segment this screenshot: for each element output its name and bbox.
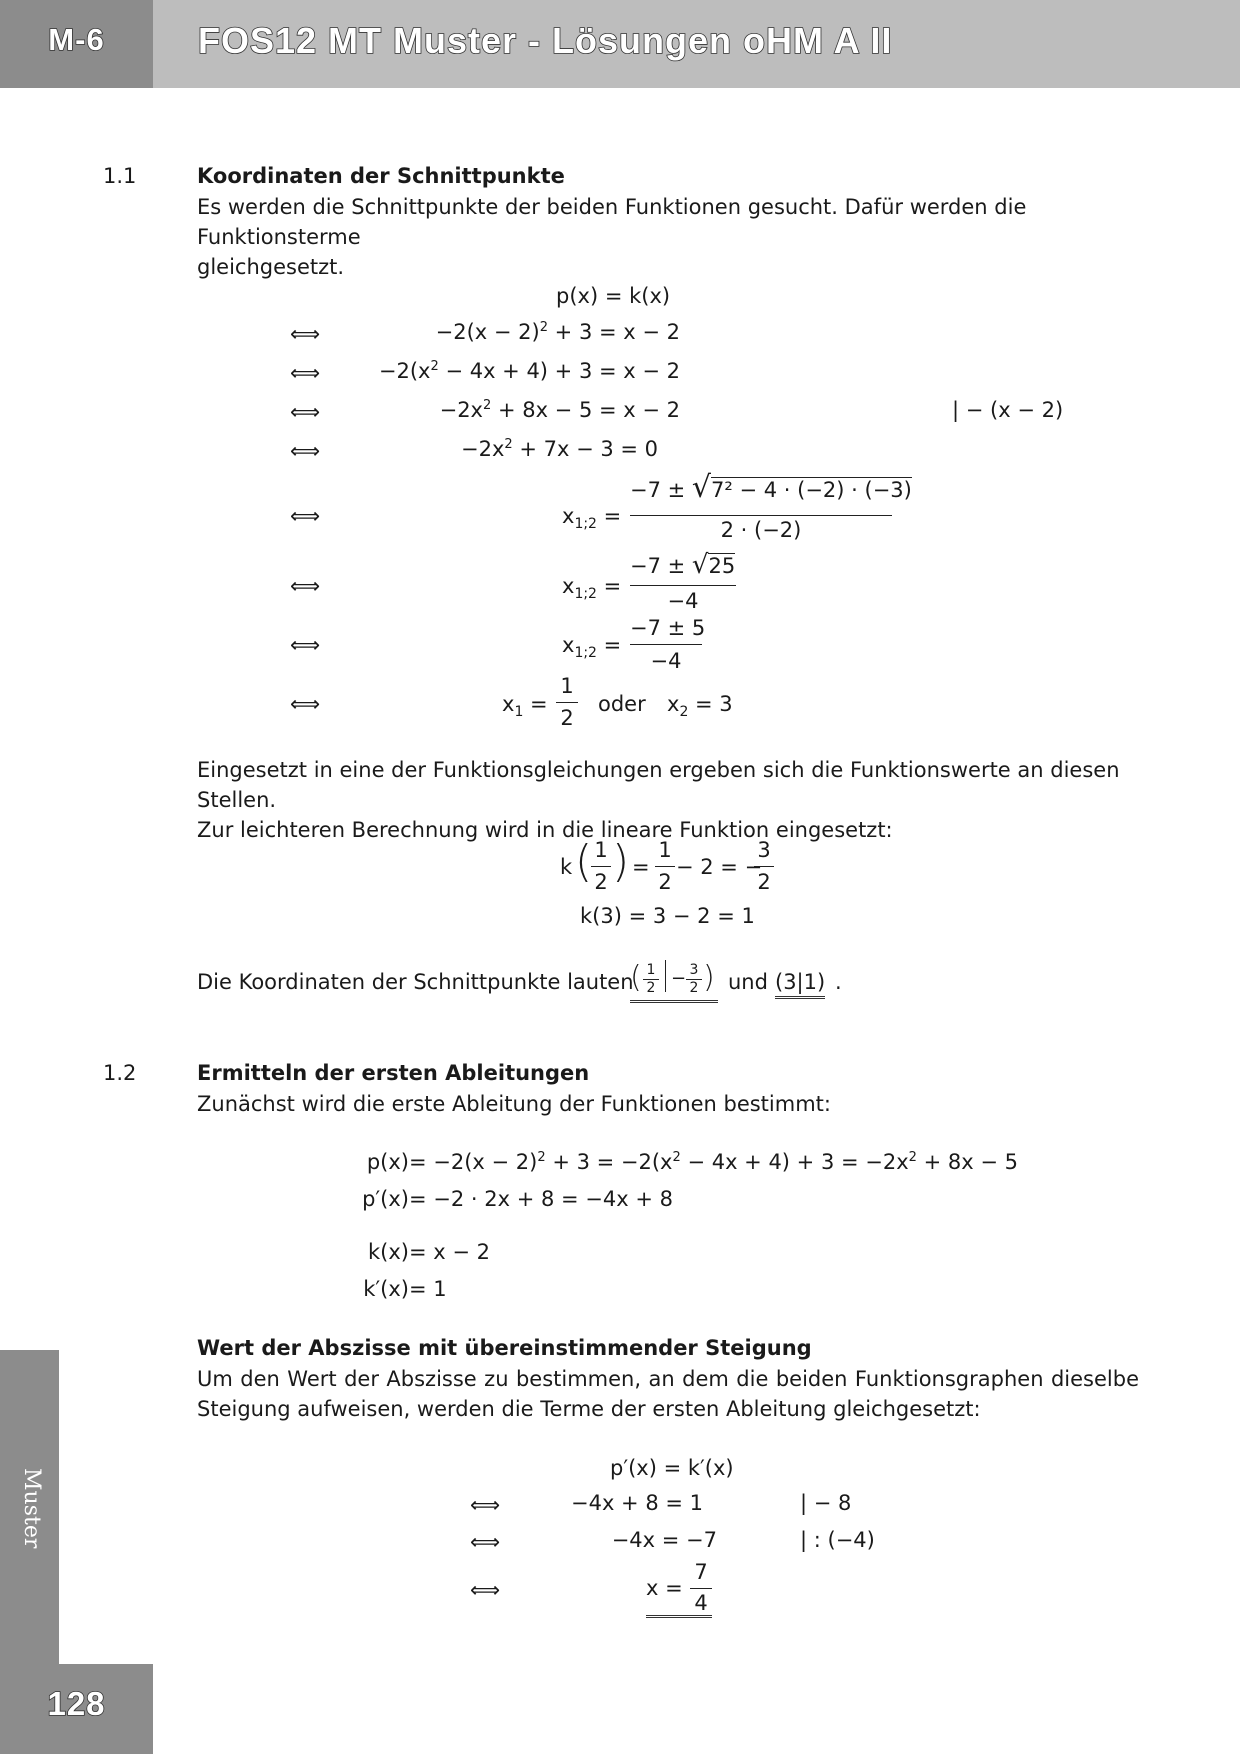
fraction-denominator: 2 [560, 706, 574, 730]
conclusion-text: Die Koordinaten der Schnittpunkte lauten [197, 970, 634, 994]
side-label: Muster [19, 1468, 44, 1549]
connector-text: und [728, 970, 768, 994]
operation-note: | − 8 [800, 1491, 852, 1515]
fraction-numerator: 7 [694, 1560, 708, 1584]
fraction-line [690, 1588, 712, 1589]
fraction-numerator: −7 ± √7² − 4 · (−2) · (−3) [630, 470, 912, 505]
variable: $x_{1;2}$ = [562, 504, 622, 533]
equation: $-2(x^2 - 4x + 4) + 3 = x - 2$ [378, 359, 680, 383]
fraction-numerator: 1 [560, 674, 574, 698]
equation: −4x = −7 [611, 1528, 717, 1552]
fraction-line [556, 702, 578, 703]
section-title: Koordinaten der Schnittpunkte [197, 164, 565, 188]
equals: = [632, 855, 650, 879]
right-paren: ) [612, 836, 630, 887]
fraction-denominator: 2 [658, 870, 672, 894]
function-rhs: = 1 [409, 1277, 447, 1301]
operation-note: | − (x − 2) [952, 398, 1064, 422]
function-rhs: = −2 · 2x + 8 = −4x + 8 [409, 1187, 673, 1211]
variable: $x_1$ = [502, 692, 548, 721]
function-label: k [560, 855, 573, 879]
subsection-title: Wert der Abszisse mit übereinstimmender Steigung [197, 1336, 812, 1360]
equivalence-arrow: ⟺ [290, 504, 321, 528]
fraction-numerator: 1 [594, 838, 608, 862]
fraction-line [655, 866, 675, 867]
equivalence-arrow: ⟺ [470, 1578, 501, 1602]
equation: p(x) = k(x) [556, 284, 671, 308]
operation-note: | : (−4) [800, 1528, 875, 1552]
equivalence-arrow: ⟺ [290, 692, 321, 716]
section-number: 1.2 [103, 1061, 137, 1085]
equivalence-arrow: ⟺ [290, 439, 321, 463]
paragraph: Eingesetzt in eine der Funktionsgleichungen ergeben sich die Funktionswerte an diesen Stellen. Zur leichteren Berechnung wird in die lineare Funktion eingesetzt: [197, 758, 1120, 842]
header-title: FOS12 MT Muster - Lösungen oHM A II [198, 20, 893, 61]
result-underline [646, 1615, 712, 1618]
solution-x2: $x_2 = 3$ [667, 692, 733, 721]
fraction-numerator: 1 [658, 838, 672, 862]
equivalence-arrow: ⟺ [470, 1493, 501, 1517]
period: . [835, 970, 842, 994]
equivalence-arrow: ⟺ [290, 574, 321, 598]
variable: x = [646, 1576, 683, 1600]
equation-part: − 2 = − [676, 855, 763, 879]
section-intro: Zunächst wird die erste Ableitung der Funktionen bestimmt: [197, 1092, 831, 1116]
equivalence-arrow: ⟺ [290, 633, 321, 657]
left-paren: ( [575, 836, 593, 887]
function-rhs: = $-2(x - 2)^2 + 3 = -2(x^2 - 4x + 4) + 3 = -2x^2 + 8x - 5$ [409, 1150, 1018, 1174]
fraction-denominator: −4 [667, 589, 699, 613]
page-number: 128 [47, 1685, 106, 1722]
fraction-numerator: −7 ± √25 [630, 550, 736, 580]
equation: k(3) = 3 − 2 = 1 [580, 904, 755, 928]
variable: $x_{1;2}$ = [562, 574, 622, 603]
equation: $-2x^2 + 7x - 3 = 0$ [461, 437, 659, 461]
point-2: (3|1) [775, 970, 825, 999]
fraction-denominator: 2 [757, 870, 771, 894]
section-number: 1.1 [103, 164, 137, 188]
fraction-denominator: 2 [594, 870, 608, 894]
fraction-numerator: 3 [757, 838, 771, 862]
function-lhs: p′(x) [362, 1187, 409, 1211]
equivalence-arrow: ⟺ [290, 322, 321, 346]
fraction-line [754, 866, 774, 867]
equation: $-2x^2 + 8x - 5 = x - 2$ [439, 398, 680, 422]
equation: $-2(x - 2)^2 + 3 = x - 2$ [435, 320, 680, 344]
equation: −4x + 8 = 1 [571, 1491, 703, 1515]
fraction-line [630, 515, 892, 516]
fraction-line [630, 644, 702, 645]
fraction-denominator: −4 [650, 649, 682, 673]
fraction-denominator: 2 · (−2) [720, 518, 802, 542]
function-rhs: = x − 2 [409, 1240, 491, 1264]
point-1: ( 1 2 − 3 2 ) [630, 958, 720, 1000]
function-lhs: k(x) [368, 1240, 409, 1264]
variable: $x_{1;2}$ = [562, 633, 622, 662]
function-lhs: p(x) [366, 1150, 409, 1174]
connector-text: oder [598, 692, 646, 716]
equation: p′(x) = k′(x) [610, 1456, 734, 1480]
function-lhs: k′(x) [363, 1277, 409, 1301]
fraction-line [630, 585, 736, 586]
fraction-denominator: 4 [694, 1591, 708, 1615]
fraction-line [591, 866, 611, 867]
equivalence-arrow: ⟺ [470, 1530, 501, 1554]
header-code: M-6 [48, 22, 105, 57]
section-intro: Es werden die Schnittpunkte der beiden Funktionen gesucht. Dafür werden die Funktionsterme gleichgesetzt. [197, 195, 1027, 279]
paragraph: Um den Wert der Abszisse zu bestimmen, an dem die beiden Funktionsgraphen dieselbe Steigung aufweisen, werden die Terme der ersten Ableitung gleichgesetzt: [197, 1367, 1139, 1421]
equivalence-arrow: ⟺ [290, 361, 321, 385]
fraction-numerator: −7 ± 5 [630, 616, 706, 640]
equivalence-arrow: ⟺ [290, 400, 321, 424]
section-title: Ermitteln der ersten Ableitungen [197, 1061, 590, 1085]
